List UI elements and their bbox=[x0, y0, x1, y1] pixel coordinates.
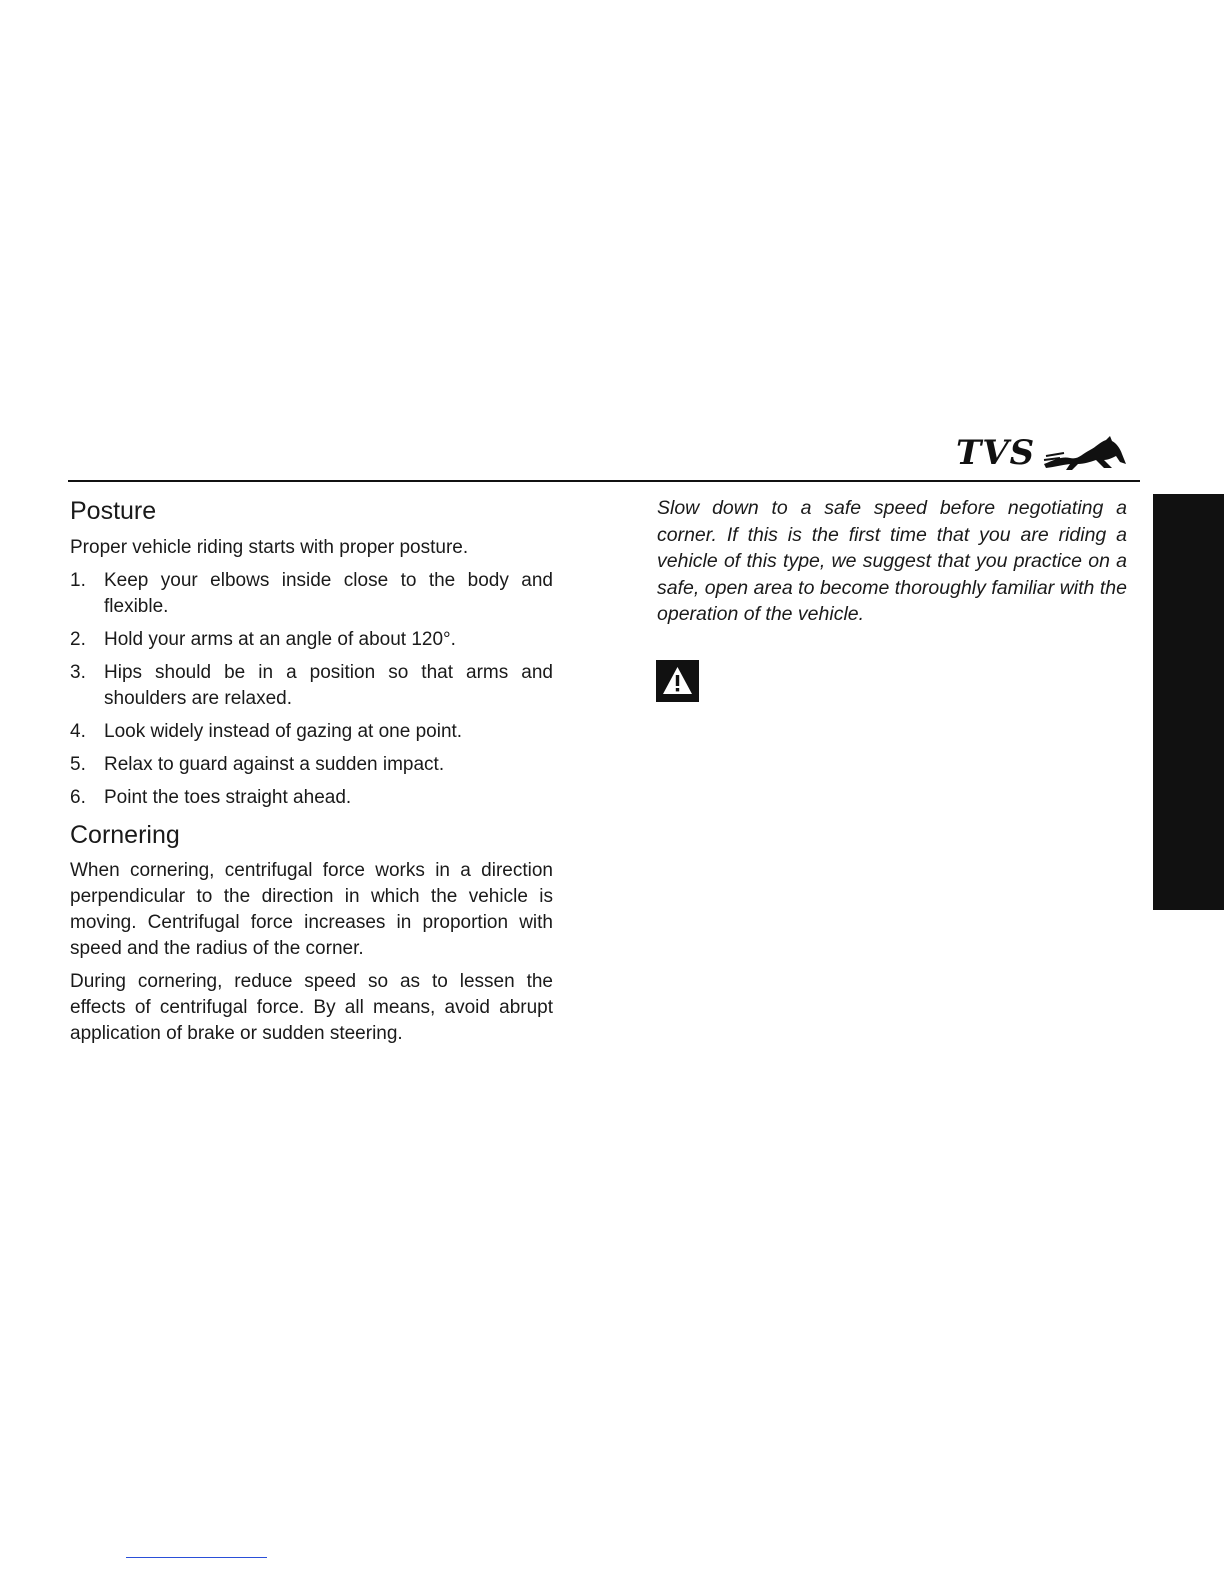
list-item-number: 4. bbox=[70, 721, 86, 742]
list-item-text: Look widely instead of gazing at one point. bbox=[104, 721, 463, 742]
warning-triangle-glyph bbox=[656, 660, 699, 702]
list-item bbox=[70, 568, 553, 620]
posture-heading: Posture bbox=[70, 497, 157, 525]
cornering-paragraph-2: During cornering, reduce speed so as to lessen the effects of centrifugal force. By all means, avoid abrupt application of brake or sudden steering. bbox=[70, 971, 553, 1044]
warning-triangle-icon bbox=[656, 660, 699, 702]
brand-logo bbox=[956, 432, 1128, 474]
list-item bbox=[70, 785, 553, 811]
header-divider bbox=[68, 480, 1140, 482]
list-item-number: 2. bbox=[70, 629, 86, 650]
list-item bbox=[70, 660, 553, 712]
posture-intro: Proper vehicle riding starts with proper posture. bbox=[70, 537, 469, 558]
list-item-text: Hold your arms at an angle of about 120°. bbox=[104, 629, 456, 650]
footer-link-underline bbox=[126, 1557, 267, 1558]
list-item-number: 1. bbox=[70, 570, 86, 591]
list-item bbox=[70, 627, 553, 653]
list-item-text: Point the toes straight ahead. bbox=[104, 787, 352, 808]
horse-logo-icon bbox=[1042, 434, 1128, 472]
section-thumb-tab bbox=[1153, 494, 1224, 910]
list-item-number: 5. bbox=[70, 754, 86, 775]
safety-note: Slow down to a safe speed before negotiating a corner. If this is the first time that you are riding a vehicle of this type, we suggest that you practice on a safe, open area to become thoroughly familiar with the operation of the vehicle. bbox=[657, 497, 1127, 625]
posture-steps-list bbox=[70, 568, 553, 811]
list-item-number: 3. bbox=[70, 662, 86, 683]
list-item-text: Relax to guard against a sudden impact. bbox=[104, 754, 445, 775]
logo-wordmark: TVS bbox=[956, 433, 1036, 473]
list-item bbox=[70, 719, 553, 745]
cornering-heading: Cornering bbox=[70, 821, 180, 849]
list-item-number: 6. bbox=[70, 787, 86, 808]
list-item bbox=[70, 752, 553, 778]
right-column bbox=[657, 494, 1127, 628]
list-item-text: Hips should be in a position so that arms and shoulders are relaxed. bbox=[104, 662, 553, 709]
list-item-text: Keep your elbows inside close to the body and flexible. bbox=[104, 570, 553, 617]
left-column bbox=[70, 494, 553, 1047]
cornering-paragraph-1: When cornering, centrifugal force works in a direction perpendicular to the direction in which the vehicle is moving. Centrifugal force increases in proportion with speed and the radius of the corner. bbox=[70, 860, 553, 959]
